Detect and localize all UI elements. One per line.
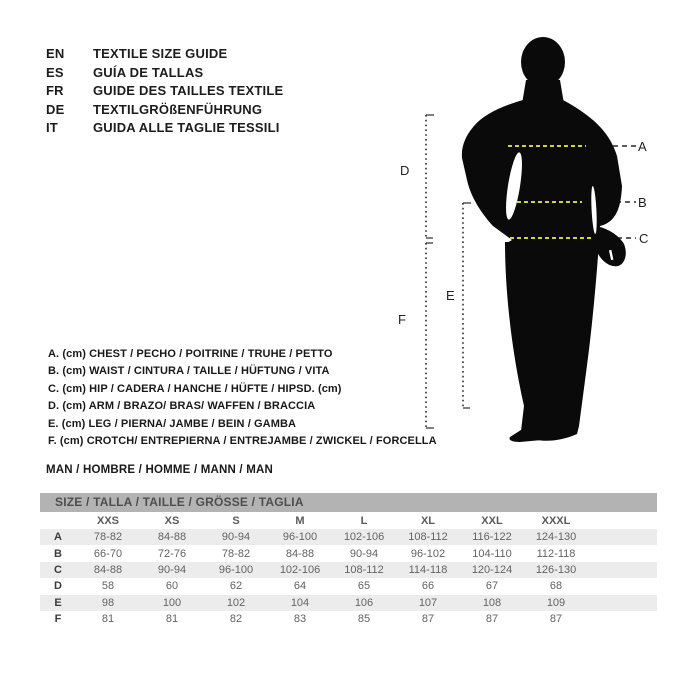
table-cell: 82 [229,613,243,626]
language-code: ES [46,64,64,80]
table-cell: 66 [421,580,435,593]
table-cell: 120-124 [471,563,513,576]
language-title: GUÍA DE TALLAS [93,64,204,80]
size-column-header: XXL [481,514,503,527]
table-cell: 87 [485,613,499,626]
table-cell: 81 [165,613,179,626]
size-table [40,493,657,627]
language-code: FR [46,83,64,99]
table-cell: 78-82 [221,547,251,560]
table-cell: 83 [293,613,307,626]
size-column-header: XL [420,514,436,527]
table-cell: 116-122 [472,531,512,544]
table-cell: 62 [229,580,243,593]
table-cell: 98 [101,596,115,609]
table-cell: 90-94 [157,563,187,576]
language-row [46,45,283,64]
size-column-header: XXS [96,514,119,527]
table-row [40,562,657,578]
table-cell: 90-94 [349,547,379,560]
language-code: IT [46,120,58,136]
table-cell: 107 [418,596,438,609]
table-cell: 102 [226,596,246,609]
language-row [46,119,283,138]
table-cell: 72-76 [157,547,187,560]
legend-item: E. (cm) LEG / PIERNA/ JAMBE / BEIN / GAMBA [48,417,297,430]
table-cell: 68 [549,580,563,593]
language-title: TEXTILGRÖßENFÜHRUNG [93,101,263,117]
table-cell: 126-130 [535,563,577,576]
language-title-list [46,45,283,138]
language-title: GUIDA ALLE TAGLIE TESSILI [93,120,280,136]
table-cell: 102-106 [343,531,385,544]
size-column-header: M [295,514,305,527]
crotch-label: F [398,312,406,327]
size-table-body [40,529,657,627]
table-cell: 100 [162,596,182,609]
table-cell: 60 [165,580,179,593]
torso-arms-shape [462,100,622,244]
hand-shape [595,226,626,266]
row-label: A [54,531,62,544]
legend-item: B. (cm) WAIST / CINTURA / TAILLE / HÜFTUNG / VITA [48,365,330,378]
foot-shape [509,428,542,442]
table-cell: 104 [290,596,310,609]
table-cell: 108-112 [408,531,448,544]
head-shape [521,37,565,87]
legend-item: D. (cm) ARM / BRAZO/ BRAS/ WAFFEN / BRACCIA [48,400,316,413]
table-cell: 124-130 [535,531,577,544]
language-row [46,82,283,101]
table-row [40,578,657,594]
table-cell: 85 [357,613,371,626]
size-column-header: XXXL [541,514,571,527]
legend-item: C. (cm) HIP / CADERA / HANCHE / HÜFTE / HIPSD. (cm) [48,382,342,395]
size-column-header: L [360,514,368,527]
size-column-header: S [232,514,240,527]
table-cell: 65 [357,580,371,593]
table-cell: 106 [354,596,374,609]
table-cell: 96-100 [218,563,254,576]
table-cell: 104-110 [472,547,512,560]
table-cell: 78-82 [93,531,123,544]
table-cell: 96-100 [282,531,318,544]
table-cell: 84-88 [285,547,315,560]
table-cell: 81 [101,613,115,626]
size-table-title: SIZE / TALLA / TAILLE / GRÖSSE / TAGLIA [40,493,657,512]
table-cell: 84-88 [93,563,123,576]
table-row [40,595,657,611]
table-row [40,611,657,627]
table-cell: 108-112 [344,563,384,576]
table-cell: 87 [421,613,435,626]
leg-label: E [446,288,455,303]
table-cell: 114-118 [408,563,448,576]
chest-label: A [638,139,647,154]
table-row [40,545,657,561]
legs-shape [505,242,599,441]
language-title: GUIDE DES TAILLES TEXTILE [93,83,284,99]
row-label: C [54,563,62,576]
table-cell: 96-102 [410,547,446,560]
table-cell: 84-88 [157,531,187,544]
row-label: E [54,596,62,609]
row-label: B [54,547,62,560]
language-row [46,101,283,120]
hip-label: C [639,231,649,246]
table-cell: 67 [485,580,499,593]
man-silhouette [462,37,626,442]
language-row [46,64,283,83]
gender-line: MAN / HOMBRE / HOMME / MANN / MAN [46,464,274,476]
legend-item: F. (cm) CROTCH/ ENTREPIERNA / ENTREJAMBE / ZWICKEL / FORCELLA [48,435,437,448]
table-cell: 66-70 [93,547,123,560]
table-cell: 58 [101,580,115,593]
language-code: EN [46,46,65,61]
table-cell: 112-118 [536,547,576,560]
table-cell: 87 [549,613,563,626]
table-cell: 109 [546,596,566,609]
size-table-header-row [40,512,657,529]
size-column-header: XS [164,514,180,527]
language-title: TEXTILE SIZE GUIDE [93,46,228,61]
waist-label: B [638,195,647,210]
table-cell: 108 [482,596,502,609]
table-cell: 64 [293,580,307,593]
arm-label: D [400,163,410,178]
table-row [40,529,657,545]
table-cell: 90-94 [221,531,251,544]
language-code: DE [46,101,65,117]
table-cell: 102-106 [279,563,321,576]
row-label: D [54,580,62,593]
row-label: F [54,613,62,626]
legend-item: A. (cm) CHEST / PECHO / POITRINE / TRUHE / PETTO [48,348,333,360]
measurement-legend [48,346,437,450]
